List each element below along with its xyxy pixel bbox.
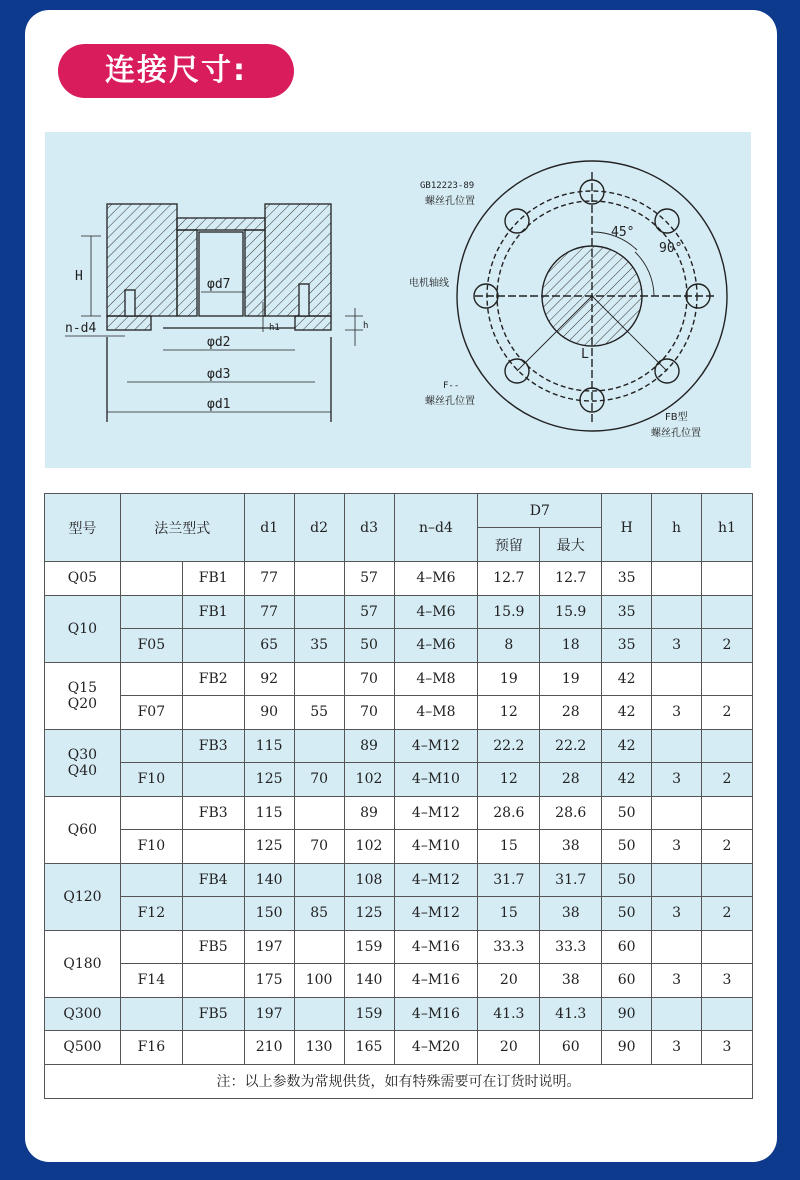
cell-d3: 108 xyxy=(344,863,394,897)
cell-max: 60 xyxy=(540,1031,602,1065)
cell-d3: 159 xyxy=(344,997,394,1031)
cell-h: 3 xyxy=(652,1031,702,1065)
cell-H: 42 xyxy=(602,696,652,730)
table-row xyxy=(45,863,753,897)
cell-h1 xyxy=(702,595,753,629)
cell-nd4: 4–M16 xyxy=(394,964,478,998)
cell-f: F05 xyxy=(120,629,182,663)
cell-h xyxy=(652,662,702,696)
label-motor-axis: 电机轴线 xyxy=(409,278,449,289)
table-row xyxy=(45,595,753,629)
cell-d2: 85 xyxy=(294,897,344,931)
cell-f xyxy=(120,863,182,897)
label-d3: φd3 xyxy=(207,367,231,382)
cell-h1 xyxy=(702,729,753,763)
cell-res: 31.7 xyxy=(478,863,540,897)
cell-d2: 70 xyxy=(294,763,344,797)
cell-h1 xyxy=(702,930,753,964)
cell-nd4: 4–M12 xyxy=(394,729,478,763)
cell-d1: 90 xyxy=(244,696,294,730)
label-d2: φd2 xyxy=(207,335,231,350)
cell-f: F10 xyxy=(120,763,182,797)
label-d1: φd1 xyxy=(207,397,231,412)
cell-nd4: 4–M20 xyxy=(394,1031,478,1065)
cell-fb: FB3 xyxy=(182,729,244,763)
cell-d2 xyxy=(294,595,344,629)
cell-res: 15 xyxy=(478,897,540,931)
table-row xyxy=(45,830,753,864)
cell-max: 28 xyxy=(540,696,602,730)
cell-H: 42 xyxy=(602,662,652,696)
cell-res: 20 xyxy=(478,964,540,998)
table-row xyxy=(45,729,753,763)
cell-d1: 125 xyxy=(244,830,294,864)
cell-d1: 92 xyxy=(244,662,294,696)
cell-fb xyxy=(182,1031,244,1065)
cell-nd4: 4–M6 xyxy=(394,629,478,663)
cell-res: 33.3 xyxy=(478,930,540,964)
cell-h xyxy=(652,729,702,763)
cell-d1: 65 xyxy=(244,629,294,663)
cell-fb xyxy=(182,696,244,730)
cell-d1: 77 xyxy=(244,595,294,629)
cell-model: Q30 Q40 xyxy=(45,729,121,796)
cell-d2 xyxy=(294,863,344,897)
cell-nd4: 4–M16 xyxy=(394,997,478,1031)
page-title: 连接尺寸: xyxy=(58,44,294,98)
cell-nd4: 4–M6 xyxy=(394,595,478,629)
cell-f: F14 xyxy=(120,964,182,998)
cell-fb xyxy=(182,964,244,998)
cell-model: Q180 xyxy=(45,930,121,997)
cell-d3: 140 xyxy=(344,964,394,998)
th-h1: h1 xyxy=(702,494,753,562)
cell-d3: 50 xyxy=(344,629,394,663)
cell-h1: 3 xyxy=(702,1031,753,1065)
cell-H: 50 xyxy=(602,796,652,830)
cell-nd4: 4–M10 xyxy=(394,763,478,797)
table-row xyxy=(45,964,753,998)
cell-H: 35 xyxy=(602,595,652,629)
cell-h1: 2 xyxy=(702,763,753,797)
cell-model: Q120 xyxy=(45,863,121,930)
cell-res: 22.2 xyxy=(478,729,540,763)
cell-d3: 57 xyxy=(344,595,394,629)
cell-d2 xyxy=(294,997,344,1031)
cell-d1: 210 xyxy=(244,1031,294,1065)
cell-h: 3 xyxy=(652,897,702,931)
table-body xyxy=(45,562,753,1065)
cell-d2: 130 xyxy=(294,1031,344,1065)
cell-res: 28.6 xyxy=(478,796,540,830)
label-h: h xyxy=(363,321,369,331)
cell-max: 15.9 xyxy=(540,595,602,629)
th-d2: d2 xyxy=(294,494,344,562)
cell-fb xyxy=(182,897,244,931)
cell-nd4: 4–M16 xyxy=(394,930,478,964)
cell-h xyxy=(652,562,702,596)
cell-H: 50 xyxy=(602,863,652,897)
th-model: 型号 xyxy=(45,494,121,562)
section-view xyxy=(107,204,331,422)
cell-h1 xyxy=(702,796,753,830)
cell-fb: FB5 xyxy=(182,930,244,964)
cell-nd4: 4–M8 xyxy=(394,662,478,696)
cell-res: 12 xyxy=(478,696,540,730)
cell-d2: 70 xyxy=(294,830,344,864)
cell-res: 15.9 xyxy=(478,595,540,629)
label-gb-sub: 螺丝孔位置 xyxy=(425,196,475,207)
cell-fb xyxy=(182,763,244,797)
cell-h: 3 xyxy=(652,696,702,730)
label-fb-sub: 螺丝孔位置 xyxy=(651,428,701,439)
cell-d1: 140 xyxy=(244,863,294,897)
table-row xyxy=(45,763,753,797)
connection-drawing xyxy=(45,132,751,468)
cell-model: Q15 Q20 xyxy=(45,662,121,729)
cell-d2: 35 xyxy=(294,629,344,663)
cell-f xyxy=(120,595,182,629)
cell-f: F16 xyxy=(120,1031,182,1065)
cell-max: 41.3 xyxy=(540,997,602,1031)
cell-model: Q500 xyxy=(45,1031,121,1065)
cell-d1: 175 xyxy=(244,964,294,998)
cell-model: Q10 xyxy=(45,595,121,662)
cell-h: 3 xyxy=(652,763,702,797)
cell-f xyxy=(120,997,182,1031)
label-f-sub: 螺丝孔位置 xyxy=(425,396,475,407)
cell-d1: 77 xyxy=(244,562,294,596)
cell-H: 50 xyxy=(602,830,652,864)
cell-fb xyxy=(182,629,244,663)
th-H: H xyxy=(602,494,652,562)
cell-H: 90 xyxy=(602,1031,652,1065)
table-row xyxy=(45,696,753,730)
label-90deg: 90° xyxy=(659,241,683,256)
cell-f xyxy=(120,729,182,763)
cell-H: 60 xyxy=(602,930,652,964)
cell-d3: 159 xyxy=(344,930,394,964)
cell-max: 12.7 xyxy=(540,562,602,596)
th-nd4: n–d4 xyxy=(394,494,478,562)
cell-max: 38 xyxy=(540,830,602,864)
cell-d1: 125 xyxy=(244,763,294,797)
cell-d3: 57 xyxy=(344,562,394,596)
cell-H: 42 xyxy=(602,729,652,763)
cell-max: 38 xyxy=(540,964,602,998)
note-row xyxy=(45,1064,753,1098)
label-f: F-- xyxy=(443,381,460,391)
th-d1: d1 xyxy=(244,494,294,562)
flange-view xyxy=(457,161,727,431)
cell-h: 3 xyxy=(652,830,702,864)
cell-nd4: 4–M10 xyxy=(394,830,478,864)
cell-h: 3 xyxy=(652,964,702,998)
label-45deg: 45° xyxy=(611,225,635,240)
cell-d2: 55 xyxy=(294,696,344,730)
cell-h: 3 xyxy=(652,629,702,663)
cell-max: 28 xyxy=(540,763,602,797)
cell-h1: 2 xyxy=(702,830,753,864)
cell-H: 50 xyxy=(602,897,652,931)
cell-h1: 3 xyxy=(702,964,753,998)
dimension-table xyxy=(44,493,753,1099)
cell-d3: 70 xyxy=(344,696,394,730)
cell-max: 18 xyxy=(540,629,602,663)
cell-res: 12.7 xyxy=(478,562,540,596)
cell-max: 31.7 xyxy=(540,863,602,897)
cell-res: 20 xyxy=(478,1031,540,1065)
cell-f xyxy=(120,796,182,830)
cell-d2 xyxy=(294,729,344,763)
cell-h1 xyxy=(702,863,753,897)
table-row xyxy=(45,930,753,964)
cell-fb: FB4 xyxy=(182,863,244,897)
cell-model: Q300 xyxy=(45,997,121,1031)
cell-nd4: 4–M6 xyxy=(394,562,478,596)
cell-model: Q60 xyxy=(45,796,121,863)
cell-f: F07 xyxy=(120,696,182,730)
label-nd4: n-d4 xyxy=(65,321,97,336)
cell-nd4: 4–M12 xyxy=(394,863,478,897)
cell-H: 60 xyxy=(602,964,652,998)
cell-h1: 2 xyxy=(702,897,753,931)
th-h: h xyxy=(652,494,702,562)
cell-d2 xyxy=(294,930,344,964)
cell-d2 xyxy=(294,562,344,596)
cell-h1 xyxy=(702,662,753,696)
cell-fb: FB1 xyxy=(182,595,244,629)
label-L: L xyxy=(581,347,589,362)
cell-d3: 165 xyxy=(344,1031,394,1065)
cell-h xyxy=(652,930,702,964)
th-d7-reserve: 预留 xyxy=(478,528,540,562)
cell-f xyxy=(120,662,182,696)
cell-h xyxy=(652,863,702,897)
cell-d3: 89 xyxy=(344,796,394,830)
label-h1: h1 xyxy=(269,323,280,333)
table-row xyxy=(45,1031,753,1065)
cell-d1: 150 xyxy=(244,897,294,931)
cell-fb: FB5 xyxy=(182,997,244,1031)
th-d7-max: 最大 xyxy=(540,528,602,562)
cell-res: 41.3 xyxy=(478,997,540,1031)
cell-h1 xyxy=(702,997,753,1031)
cell-max: 19 xyxy=(540,662,602,696)
cell-model: Q05 xyxy=(45,562,121,596)
cell-h xyxy=(652,595,702,629)
cell-d1: 115 xyxy=(244,796,294,830)
label-fb: FB型 xyxy=(665,412,688,423)
table-row xyxy=(45,897,753,931)
cell-H: 42 xyxy=(602,763,652,797)
cell-res: 12 xyxy=(478,763,540,797)
cell-nd4: 4–M12 xyxy=(394,897,478,931)
cell-d3: 125 xyxy=(344,897,394,931)
cell-fb xyxy=(182,830,244,864)
cell-H: 35 xyxy=(602,629,652,663)
th-d7: D7 xyxy=(478,494,602,528)
table-note: 注：以上参数为常规供货，如有特殊需要可在订货时说明。 xyxy=(45,1064,753,1098)
table-row xyxy=(45,796,753,830)
label-d7: φd7 xyxy=(207,277,231,292)
table-row xyxy=(45,662,753,696)
cell-d1: 115 xyxy=(244,729,294,763)
cell-h xyxy=(652,997,702,1031)
cell-d1: 197 xyxy=(244,997,294,1031)
cell-fb: FB3 xyxy=(182,796,244,830)
cell-h1: 2 xyxy=(702,629,753,663)
cell-res: 19 xyxy=(478,662,540,696)
header-row xyxy=(45,494,753,528)
cell-h1: 2 xyxy=(702,696,753,730)
cell-fb: FB2 xyxy=(182,662,244,696)
cell-d2 xyxy=(294,662,344,696)
cell-H: 35 xyxy=(602,562,652,596)
table-row xyxy=(45,562,753,596)
table-row xyxy=(45,997,753,1031)
cell-fb: FB1 xyxy=(182,562,244,596)
cell-f: F12 xyxy=(120,897,182,931)
cell-d3: 89 xyxy=(344,729,394,763)
cell-max: 22.2 xyxy=(540,729,602,763)
cell-d1: 197 xyxy=(244,930,294,964)
cell-max: 38 xyxy=(540,897,602,931)
cell-f: F10 xyxy=(120,830,182,864)
table-row xyxy=(45,629,753,663)
cell-h1 xyxy=(702,562,753,596)
cell-max: 28.6 xyxy=(540,796,602,830)
cell-d3: 70 xyxy=(344,662,394,696)
cell-f xyxy=(120,930,182,964)
cell-h xyxy=(652,796,702,830)
cell-res: 15 xyxy=(478,830,540,864)
label-H: H xyxy=(75,269,83,284)
cell-res: 8 xyxy=(478,629,540,663)
cell-max: 33.3 xyxy=(540,930,602,964)
label-gb: GB12223-89 xyxy=(420,181,475,191)
cell-d3: 102 xyxy=(344,763,394,797)
cell-d2: 100 xyxy=(294,964,344,998)
cell-nd4: 4–M8 xyxy=(394,696,478,730)
th-d3: d3 xyxy=(344,494,394,562)
cell-H: 90 xyxy=(602,997,652,1031)
cell-d3: 102 xyxy=(344,830,394,864)
cell-f xyxy=(120,562,182,596)
th-flange: 法兰型式 xyxy=(120,494,244,562)
cell-nd4: 4–M12 xyxy=(394,796,478,830)
cell-d2 xyxy=(294,796,344,830)
